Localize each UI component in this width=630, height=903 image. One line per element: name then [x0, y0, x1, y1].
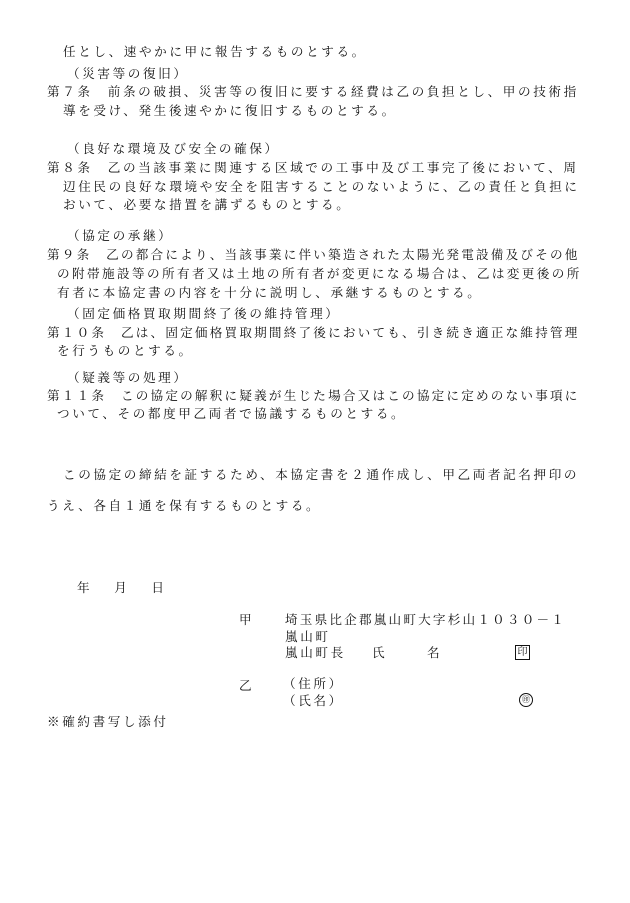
closing-paragraph: うえ、各自１通を保有するものとする。: [47, 498, 322, 513]
text-line: おいて、必要な措置を講ずるものとする。: [63, 197, 352, 212]
section-heading: （疑義等の処理）: [67, 370, 189, 385]
party-ko-title: 嵐山町長: [285, 645, 346, 660]
party-otsu-address: （住所）: [283, 676, 344, 691]
date-line: 年 月 日: [77, 580, 170, 595]
text-line: の附帯施設等の所有者又は土地の所有者が変更になる場合は、乙は変更後の所: [57, 266, 582, 281]
text-line: を行うものとする。: [57, 343, 194, 358]
article-11: 第１１条 この協定の解釈に疑義が生じた場合又はこの協定に定めのない事項に: [47, 388, 580, 403]
party-ko-address: 埼玉県比企郡嵐山町大字杉山１０３０－１: [285, 612, 567, 627]
party-ko-label: 甲: [239, 612, 255, 627]
name-label-shi: 氏: [372, 645, 388, 660]
text-line: ついて、その都度甲乙両者で協議するものとする。: [57, 406, 407, 421]
party-otsu-name: （氏名）: [283, 693, 344, 708]
party-ko-org: 嵐山町: [285, 629, 331, 644]
article-10: 第１０条 乙は、固定価格買取期間終了後においても、引き続き適正な維持管理: [47, 325, 580, 340]
article-8: 第８条 乙の当該事業に関連する区域での工事中及び工事完了後において、周: [47, 160, 579, 175]
text-line: 導を受け、発生後速やかに復旧するものとする。: [63, 103, 397, 118]
section-heading: （良好な環境及び安全の確保）: [67, 141, 280, 156]
seal-ko: 印: [515, 645, 530, 660]
attachment-note: ※確約書写し添付: [47, 714, 169, 729]
text-line: 任とし、速やかに甲に報告するものとする。: [63, 44, 367, 59]
article-9: 第９条 乙の都合により、当該事業に伴い築造された太陽光発電設備及びその他: [47, 247, 580, 262]
section-heading: （固定価格買取期間終了後の維持管理）: [67, 306, 341, 321]
name-label-mei: 名: [427, 645, 443, 660]
text-line: 有者に本協定書の内容を十分に説明し、承継するものとする。: [57, 285, 483, 300]
party-otsu-label: 乙: [239, 678, 255, 693]
text-line: 辺住民の良好な環境や安全を阻害することのないように、乙の責任と負担に: [63, 179, 580, 194]
closing-paragraph: この協定の締結を証するため、本協定書を２通作成し、甲乙両者記名押印の: [63, 467, 580, 482]
article-7: 第７条 前条の破損、災害等の復旧に要する経費は乙の負担とし、甲の技術指: [47, 84, 579, 99]
section-heading: （災害等の復旧）: [67, 66, 189, 81]
seal-otsu: ㊞: [519, 693, 533, 707]
section-heading: （協定の承継）: [67, 228, 174, 243]
